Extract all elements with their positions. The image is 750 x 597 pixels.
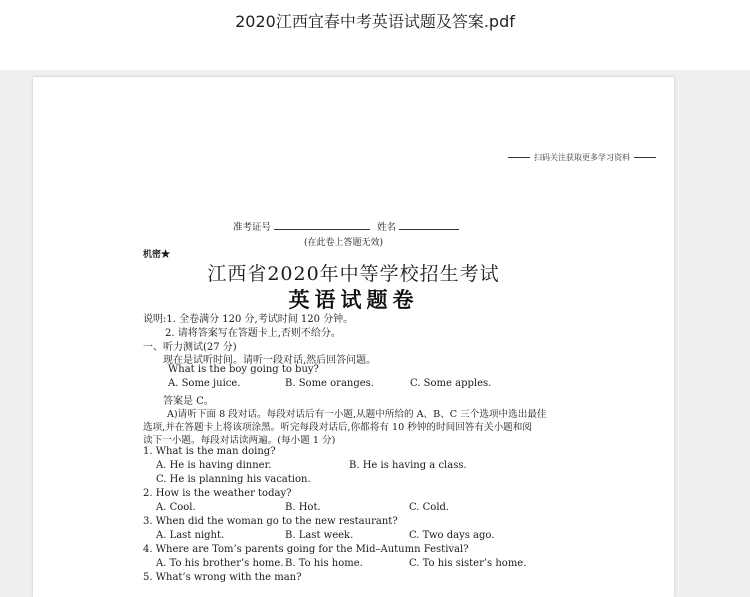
q1-option-b: B. He is having a class. <box>349 460 467 471</box>
part-a-line-2: 选项,并在答题卡上将该项涂黑。听完每段对话后,你都将有 10 秒钟的时间回答有关小题和阅 <box>143 422 532 433</box>
question-3: 3. When did the woman go to the new restaurant? <box>143 516 398 527</box>
divider-right <box>634 157 656 158</box>
file-title: 2020江西宜春中考英语试题及答案.pdf <box>235 12 515 31</box>
example-option-a: A. Some juice. <box>168 378 241 389</box>
q4-option-c: C. To his sister’s home. <box>409 558 527 569</box>
q1-option-a: A. He is having dinner. <box>156 460 272 471</box>
q3-option-a: A. Last night. <box>156 530 225 541</box>
question-2: 2. How is the weather today? <box>143 488 292 499</box>
part-a-line-3: 读下一小题。每段对话读两遍。(每小题 1 分) <box>143 435 336 446</box>
scan-note-text: 扫码关注获取更多学习资料 <box>534 153 630 162</box>
part-a-line-1: A)请听下面 8 段对话。每段对话后有一小题,从题中所给的 A、B、C 三个选项中选出最佳 <box>167 409 547 420</box>
exam-title: 江西省2020年中等学校招生考试 <box>207 263 500 285</box>
example-question: What is the boy going to buy? <box>168 364 319 375</box>
exam-id-label: 准考证号 <box>233 222 272 233</box>
q4-option-b: B. To his home. <box>285 558 363 569</box>
q2-option-c: C. Cold. <box>409 502 450 513</box>
exam-id-blank <box>274 219 370 230</box>
instruction-1: 说明:1. 全卷满分 120 分,考试时间 120 分钟。 <box>143 314 354 325</box>
question-5: 5. What’s wrong with the man? <box>143 572 302 583</box>
document-page <box>33 77 674 597</box>
scan-note <box>508 152 656 163</box>
q2-option-a: A. Cool. <box>156 502 196 513</box>
question-1: 1. What is the man doing? <box>143 446 276 457</box>
question-4: 4. Where are Tom’s parents going for the Mid–Autumn Festival? <box>143 544 469 555</box>
example-intro: 现在是试听时间。请听一段对话,然后回答问题。 <box>163 355 377 366</box>
q3-option-b: B. Last week. <box>285 530 354 541</box>
q3-option-c: C. Two days ago. <box>409 530 495 541</box>
secret-mark: 机密★ <box>143 250 171 260</box>
exam-subtitle: 英语试题卷 <box>288 287 419 312</box>
viewer-header <box>0 0 750 70</box>
example-option-b: B. Some oranges. <box>285 378 374 389</box>
exam-id-line <box>233 219 459 233</box>
example-answer: 答案是 C。 <box>163 396 214 407</box>
section-listening: 一、听力测试(27 分) <box>143 342 237 353</box>
divider-left <box>508 157 530 158</box>
q4-option-a: A. To his brother’s home. <box>156 558 284 569</box>
instruction-2: 2. 请将答案写在答题卡上,否则不给分。 <box>165 328 341 339</box>
q2-option-b: B. Hot. <box>285 502 321 513</box>
example-option-c: C. Some apples. <box>410 378 492 389</box>
name-blank <box>399 219 459 230</box>
name-label: 姓名 <box>377 222 397 233</box>
q1-option-c: C. He is planning his vacation. <box>156 474 311 485</box>
invalid-note: (在此卷上答题无效) <box>304 238 384 248</box>
